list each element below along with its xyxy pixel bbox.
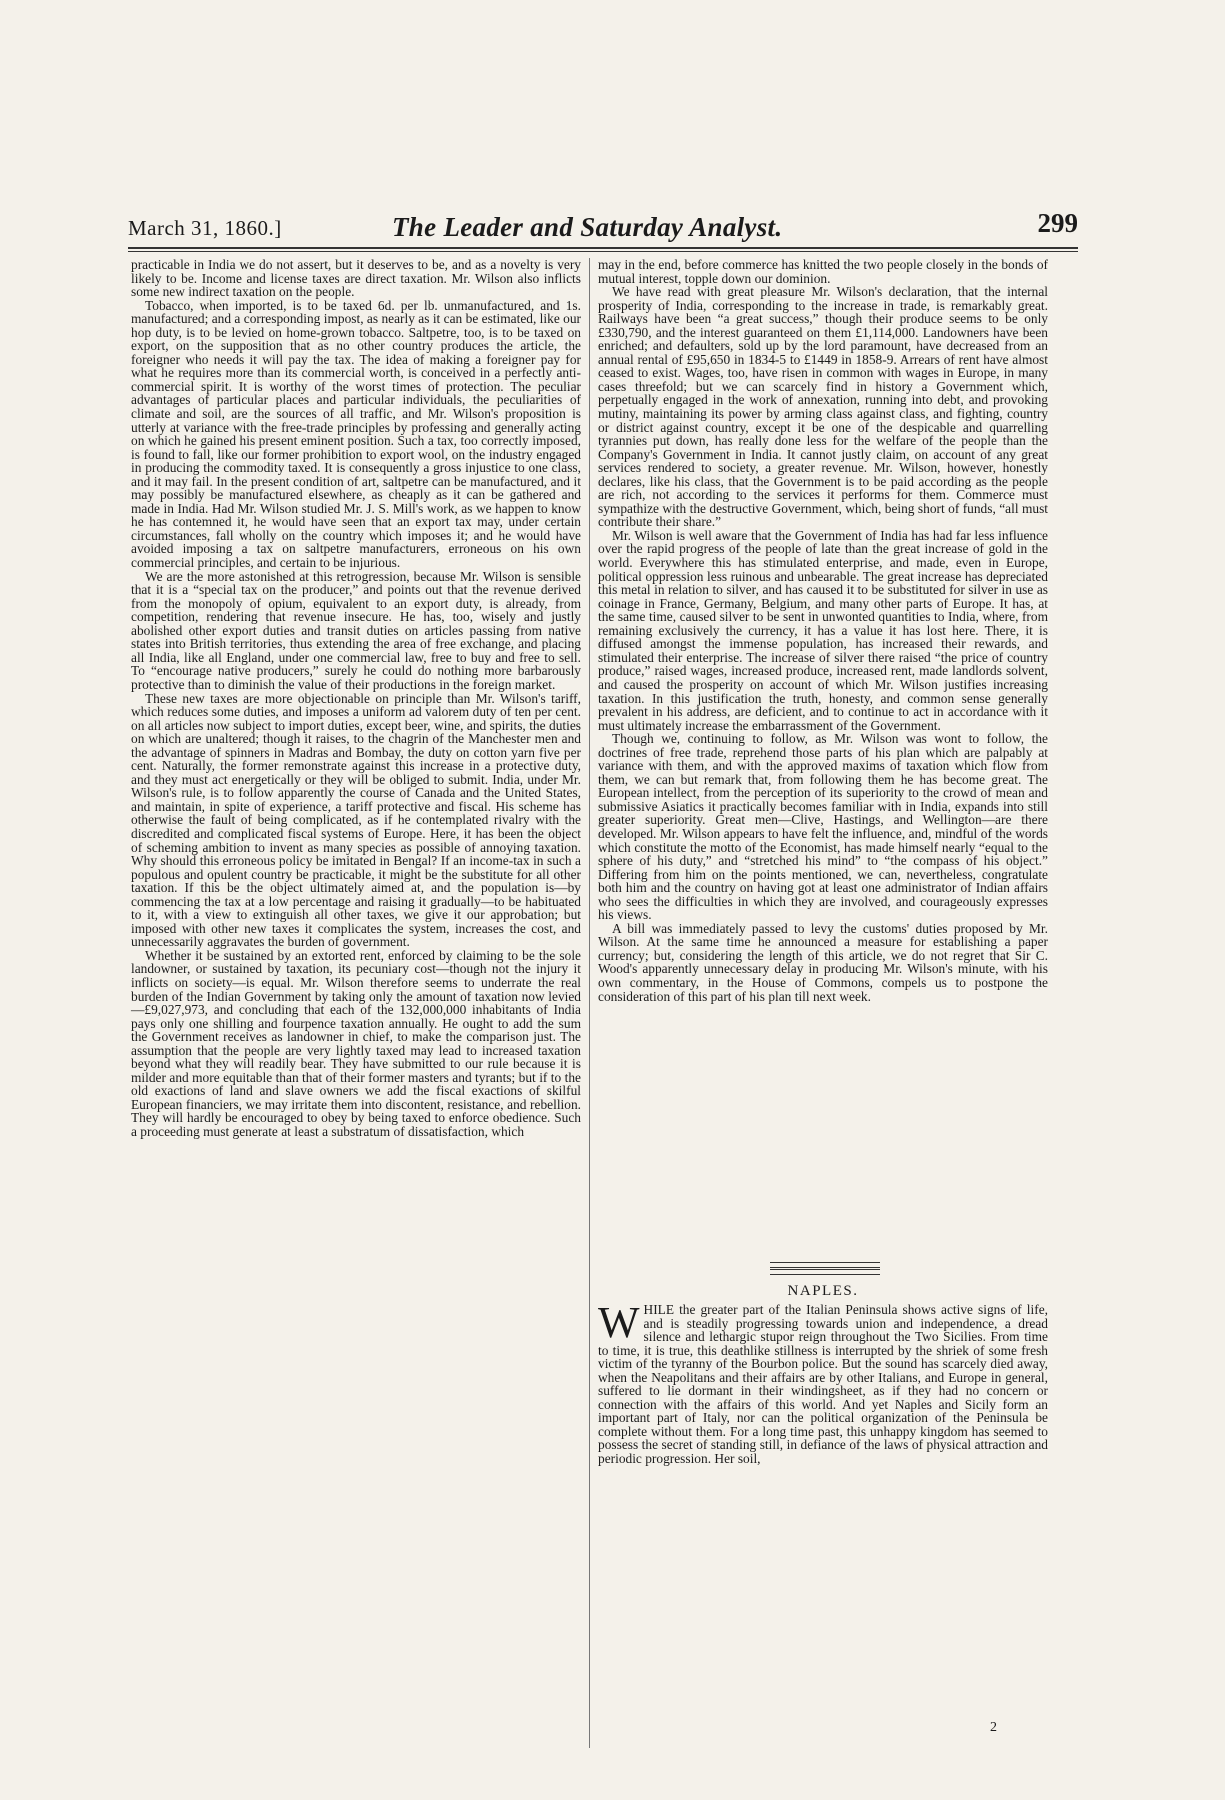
right-paragraph-4: Though we, continuing to follow, as Mr. Wilson was wont to follow, the doctrines of free trade, reprehend those parts of his plan which are palpably at variance with them, and with the approved maxims of taxation which flow from them, we can but remark that, from following them he has become great. The European intellect, from the perception of its superiority to the crowd of mean and submissive Asiatics it practically becomes familiar with in India, expands into still greater superiority. Great men—Clive, Hastings, and Wellington—are there developed. Mr. Wilson appears to have felt the influence, and, mindful of the words which constitute the motto of the Economist, has made himself nearly “equal to the sphere of his duty,” and “stretched his mind” to “the compass of his object.” Differing from him on the points mentioned, we can, nevertheless, congratulate both him and the country on having got at least one administrator of Indian affairs who sees the difficulties in which they are involved, and courageously expresses his views. [598,731,1048,923]
left-paragraph-1: practicable in India we do not assert, but it deserves to be, and as a novelty is very likely to be. Income and license taxes are direct taxation. Mr. Wilson also inflicts some new indirect taxation on the people. [131,257,581,300]
left-paragraph-5: Whether it be sustained by an extorted rent, enforced by claiming to be the sole landowner, or sustained by taxation, its pecuniary cost—though not the injury it inflicts on society—is equal. Mr. Wilson therefore seems to underrate the real burden of the Indian Government by taking only the amount of taxation now levied—£9,027,973, and concluding that each of the 132,000,000 inhabitants of India pays only one shilling and fourpence taxation annually. He ought to add the sum the Government receives as landowner in chief, to make the comparison just. The assumption that the people are very lightly taxed may lead to increased taxation beyond what they will readily bear. They have submitted to our rule because it is milder and more equitable than that of their former masters and tyrants; but if to the old exactions of land and slave owners we add the fiscal exactions of skilful European financiers, we may irritate them into discontent, resistance, and rebellion. They will hardly be encouraged to obey by being taxed to enforce obedience. Such a proceeding must generate at least a substratum of dissatisfaction, which [131,947,581,1139]
naples-paragraph: HILE the greater part of the Italian Peninsula shows active signs of life, and is steadily progressing towards union and independence, a dread silence and lethargic stupor reign throughout the Two Sicilies. From time to time, it is true, this deathlike stillness is interrupted by the shriek of some fresh victim of the tyranny of the Bourbon police. But the sound has scarcely died away, when the Neapolitans and their affairs are by other Italians, and Europe in general, suffered to lie dormant in their windingsheet, as if they had no concern or connection with the affairs of this world. And yet Naples and Sicily form an important part of Italy, nor can the political organization of the Peninsula be complete without them. For a long time past, this unhappy kingdom has seemed to possess the secret of standing still, in defiance of the laws of physical attraction and periodic progression. Her soil, [598,1302,1048,1467]
right-paragraph-3: Mr. Wilson is well aware that the Government of India has had far less influence over the rapid progress of the people of late than the great increase of gold in the world. Everywhere this has stimulated enterprise, and made, even in Europe, political oppression less ruinous and unbearable. The great increase has depreciated this metal in relation to silver, and has caused it to be substituted for silver in use as coinage in France, Germany, Belgium, and many other parts of Europe. It has, at the same time, caused silver to be sent in unwonted quantities to India, where, from remaining exclusively the currency, it has a value it has lost here. There, it is diffused amongst the immense population, has increased their rewards, and stimulated their enterprise. The increase of silver there raised “the price of country produce,” raised wages, increased produce, increased rent, made landlords solvent, and caused the prosperity on account of which Mr. Wilson justifies increasing taxation. In this justification the truth, honesty, and common sense generally prevalent in his address, are deficient, and to continue to act in accordance with it must ultimately increase the embarrassment of the Government. [598,527,1048,733]
naples-article [598,1298,1048,1467]
issue-date: March 31, 1860.] [128,216,282,240]
left-paragraph-4: These new taxes are more objectionable on principle than Mr. Wilson's tariff, which reduces some duties, and imposes a uniform ad valorem duty of ten per cent. on all articles now subject to import duties, except beer, wine, and spirits, the duties on which are unaltered; though it raises, to the chagrin of the Manchester men and the advantage of spinners in Madras and Bombay, the duty on cotton yarn five per cent. Naturally, the former remonstrate against this increase in a protective duty, and they must act energetically or they will be obliged to submit. India, under Mr. Wilson's rule, is to follow apparently the course of Canada and the United States, and maintain, in spite of experience, a tariff protective and fiscal. His scheme has otherwise the fault of being complicated, as if he contemplated rivalry with the discredited and complicated fiscal systems of Europe. Here, it has been the object of scheming ambition to invent as many species as possible of annoying taxation. Why should this erroneous policy be imitated in Bengal? If an income-tax in such a populous and opulent country be practicable, it might be the substitute for all other taxation. If this be the object ultimately aimed at, and the population is—by commencing the tax at a low percentage and raising it gradually—to be habituated to it, with a view to extinguish all other taxes, we give it our approbation; but imposed with other new taxes it complicates the system, increases the cost, and unnecessarily aggravates the burden of government. [131,690,581,950]
signature-mark: 2 [990,1720,997,1735]
right-paragraph-1: may in the end, before commerce has knitted the two people closely in the bonds of mutual interest, topple down our dominion. [598,257,1048,286]
masthead-rule [128,247,1078,252]
left-paragraph-3: We are the more astonished at this retrogression, because Mr. Wilson is sensible that it is a “special tax on the producer,” and points out that the revenue derived from the monopoly of opium, equivalent to an export duty, is already, from competition, rendering that revenue insecure. He has, too, wisely and justly abolished other export duties and transit duties on articles passing from native states into British territories, thus extending the area of free exchange, and placing all India, like all England, under one commercial law, free to buy and free to sell. To “encourage native producers,” surely he could do nothing more barbarously protective than to diminish the value of their productions in the foreign market. [131,568,581,692]
masthead [128,208,1078,244]
left-paragraph-2: Tobacco, when imported, is to be taxed 6d. per lb. unmanufactured, and 1s. manufactured; and a corresponding impost, as nearly as it can be estimated, like our hop duty, is to be levied on home-grown tobacco. Saltpetre, too, is to be taxed on export, on the supposition that as no other country produces the article, the foreigner who needs it will pay the tax. The idea of making a foreigner pay for what he requires more than its commercial worth, is conceived in a perfectly anti-commercial spirit. It is worthy of the worst times of protection. The peculiar advantages of particular places and particular individuals, the peculiarities of climate and soil, are the sources of all traffic, and Mr. Wilson's proposition is utterly at variance with the free-trade principles by professing and generally acting on which he gained his present eminent position. Such a tax, too correctly imposed, is found to fall, like our former prohibition to export wool, on the industry engaged in producing the commodity taxed. It is consequently a gross injustice to one class, and it may fail. In the present condition of art, saltpetre can be manufactured, and it may possibly be manufactured elsewhere, as cheaply as it can be gathered and made in India. Had Mr. Wilson studied Mr. J. S. Mill's work, as we happen to know he has contemned it, he would have seen that an export tax may, under certain circumstances, fall wholly on the country which imposes it; and he would have avoided imposing a tax on saltpetre manufacturers, erroneous on his own commercial principles, and certain to be injurious. [131,297,581,571]
left-column [131,258,581,1758]
page-number: 299 [1037,208,1078,238]
column-divider [589,258,590,1748]
drop-cap: W [598,1298,640,1347]
right-paragraph-5: A bill was immediately passed to levy the customs' duties proposed by Mr. Wilson. At the same time he announced a measure for establishing a paper currency; but, considering the length of this article, we do not regret that Sir C. Wood's apparently unnecessary delay in producing Mr. Wilson's minute, with his own commentary, in the House of Commons, compels us to postpone the consideration of this part of his plan till next week. [598,920,1048,1004]
section-separator-rule-lower [770,1269,880,1275]
publication-title: The Leader and Saturday Analyst. [392,212,783,242]
right-paragraph-2: We have read with great pleasure Mr. Wilson's declaration, that the internal prosperity of India, corresponding to the increase in trade, is remarkably great. Railways have been “a great success,” though their produce seems to be only £330,790, and the interest guaranteed on them £1,114,000. Landowners have been enriched; and defaulters, sold up by the lord paramount, have decreased from an annual rental of £95,650 in 1834-5 to £1449 in 1858-9. Arrears of rent have almost ceased to exist. Wages, too, have risen in common with wages in Europe, in many cases threefold; but we can scarcely find in history a Government which, perpetually engaged in the work of annexation, running into debt, and provoking mutiny, maintaining its power by arming class against class, and fighting, country or district against country, except it be one of the despicable and quarrelling tyrannies put down, has really done less for the welfare of the people than the Company's Government in India. It cannot justly claim, on account of any great services rendered to society, a greater revenue. Mr. Wilson, however, honestly declares, like his class, that the Government is to be paid according as the people are rich, not according to the services it performs for them. Commerce must sympathize with the destructive Government, which, being short of funds, “all must contribute their share.” [598,284,1048,530]
right-column [598,258,1048,1268]
section-separator-rule [770,1262,880,1268]
section-heading: NAPLES. [787,1283,859,1299]
